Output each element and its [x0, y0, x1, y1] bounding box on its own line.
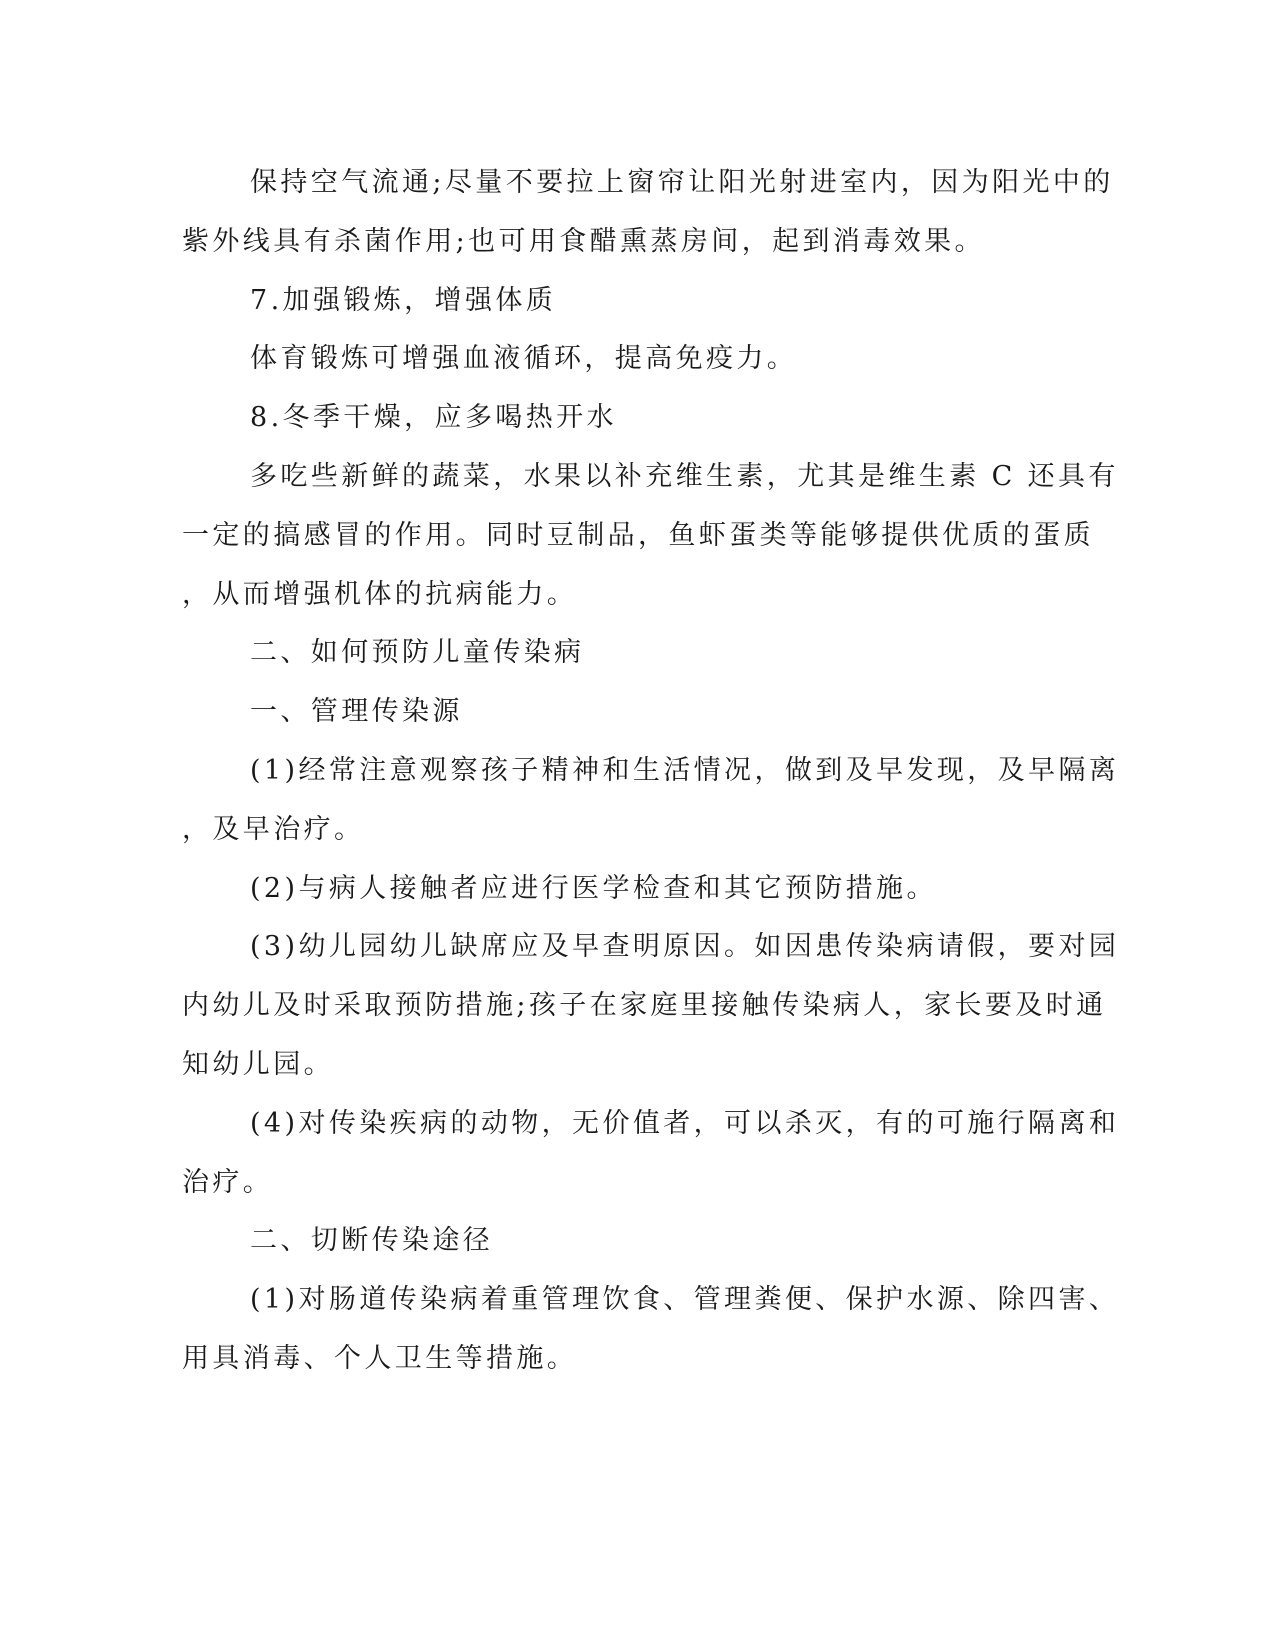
text-line: 用具消毒、个人卫生等措施。	[182, 1342, 578, 1374]
text-line: (1)经常注意观察孩子精神和生活情况，做到及早发现，及早隔离	[250, 754, 1120, 786]
section-heading: 7.加强锻炼，增强体质	[250, 284, 557, 316]
text-line: 多吃些新鲜的蔬菜，水果以补充维生素，尤其是维生素 C 还具有	[250, 460, 1119, 492]
text-line: (2)与病人接触者应进行医学检查和其它预防措施。	[250, 872, 937, 904]
text-line: (1)对肠道传染病着重管理饮食、管理粪便、保护水源、除四害、	[250, 1284, 1120, 1316]
text-line: 保持空气流通;尽量不要拉上窗帘让阳光射进室内，因为阳光中的	[250, 167, 1114, 198]
text-line: (3)幼儿园幼儿缺席应及早查明原因。如因患传染病请假，要对园	[250, 931, 1120, 963]
text-line: 紫外线具有杀菌作用;也可用食醋熏蒸房间，起到消毒效果。	[182, 225, 985, 257]
text-line: 一定的搞感冒的作用。同时豆制品，鱼虾蛋类等能够提供优质的蛋质	[182, 519, 1094, 551]
text-line: 知幼儿园。	[182, 1048, 334, 1080]
text-line: ，及早治疗。	[182, 813, 365, 845]
section-heading: 8.冬季干燥，应多喝热开水	[250, 402, 617, 434]
text-line: (4)对传染疾病的动物，无价值者，可以杀灭，有的可施行隔离和	[250, 1107, 1120, 1139]
subsection-heading: 一、管理传染源	[250, 696, 463, 728]
document-body	[182, 154, 1120, 1389]
section-heading: 二、如何预防儿童传染病	[250, 637, 585, 669]
subsection-heading: 二、切断传染途径	[250, 1225, 494, 1257]
text-line: 体育锻炼可增强血液循环，提高免疫力。	[250, 343, 798, 375]
text-line: 治疗。	[182, 1166, 274, 1198]
text-line: ，从而增强机体的抗病能力。	[182, 578, 578, 610]
text-line: 内幼儿及时采取预防措施;孩子在家庭里接触传染病人，家长要及时通	[182, 990, 1107, 1022]
